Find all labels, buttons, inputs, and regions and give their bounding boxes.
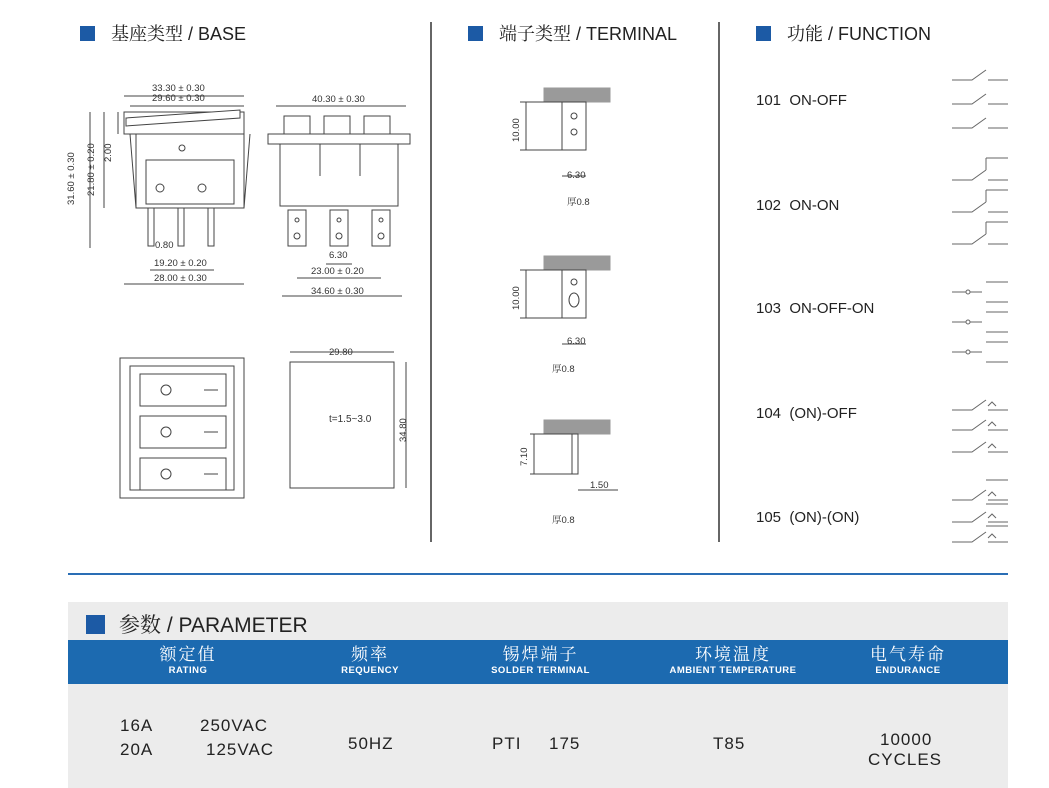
rating-amp-2: 20A <box>120 740 154 759</box>
header-frequency: 频率 REQUENCY <box>341 645 399 676</box>
header-temperature: 环境温度 AMBIENT TEMPERATURE <box>669 645 797 676</box>
function-schematics <box>952 66 1012 546</box>
section-rule <box>68 573 1008 575</box>
terminal-section-title <box>468 20 677 46</box>
terminal3-width: 1.50 <box>590 480 609 491</box>
base-title-text: 基座类型 / BASE <box>111 24 247 44</box>
function-104: 104 (ON)-OFF <box>756 405 857 422</box>
dim-cutout-height: 34.80 <box>398 418 409 442</box>
square-bullet-icon <box>86 615 105 634</box>
rating-volt-1: 250VAC <box>200 716 269 735</box>
dim-pin-pitch: 19.20 ± 0.20 <box>154 258 207 269</box>
divider-2 <box>718 22 720 542</box>
dim-height-flange: 2.00 <box>103 143 114 162</box>
table-body <box>68 684 1008 788</box>
dim-side-width: 40.30 ± 0.30 <box>312 94 365 105</box>
square-bullet-icon <box>468 26 483 41</box>
terminal1-thickness: 厚0.8 <box>567 197 590 208</box>
function-title-text: 功能 / FUNCTION <box>787 24 931 44</box>
terminal3-thickness: 厚0.8 <box>552 515 575 526</box>
endurance-cycles-count: 10000 <box>880 730 933 749</box>
terminal-drawings <box>500 80 640 540</box>
terminal2-width: 6.30 <box>567 336 586 347</box>
function-101: 101 ON-OFF <box>756 92 847 109</box>
function-105: 105 (ON)-(ON) <box>756 509 860 526</box>
base-drawings <box>0 0 430 560</box>
rating-volt-2: 125VAC <box>206 740 275 759</box>
table-header <box>68 640 1008 684</box>
function-section-title <box>756 20 931 46</box>
dim-side-body: 34.60 ± 0.30 <box>311 286 364 297</box>
function-103: 103 ON-OFF-ON <box>756 300 875 317</box>
dim-height-total: 31.60 ± 0.30 <box>66 152 77 205</box>
dim-terminal-width: 6.30 <box>329 250 348 261</box>
square-bullet-icon <box>756 26 771 41</box>
frequency-value: 50HZ <box>348 734 394 753</box>
dim-pin-thickness: 0.80 <box>155 240 174 251</box>
header-endurance: 电气寿命 ENDURANCE <box>870 645 946 676</box>
dim-panel-thickness: t=1.5~3.0 <box>329 414 372 425</box>
dim-width-inner: 29.60 ± 0.30 <box>152 93 205 104</box>
header-rating: 额定值 RATING <box>159 645 217 676</box>
function-102: 102 ON-ON <box>756 197 840 214</box>
dim-body-width: 28.00 ± 0.30 <box>154 273 207 284</box>
parameter-section-title <box>86 609 308 639</box>
temperature-value: T85 <box>713 734 746 753</box>
parameter-title-text: 参数 / PARAMETER <box>119 614 308 637</box>
terminal2-height: 10.00 <box>511 286 522 310</box>
solder-label: PTI <box>492 734 522 753</box>
rating-amp-1: 16A <box>120 716 154 735</box>
endurance-cycles-unit: CYCLES <box>868 750 943 769</box>
terminal3-height: 7.10 <box>519 447 530 466</box>
dim-height-body: 21.80 ± 0.20 <box>86 143 97 196</box>
terminal1-height: 10.00 <box>511 118 522 142</box>
dim-terminal-pitch: 23.00 ± 0.20 <box>311 266 364 277</box>
divider-1 <box>430 22 432 542</box>
terminal-title-text: 端子类型 / TERMINAL <box>499 24 678 44</box>
terminal1-width: 6.30 <box>567 170 586 181</box>
header-solder: 锡焊端子 SOLDER TERMINAL <box>491 645 590 676</box>
dim-cutout-width: 29.80 <box>329 347 353 358</box>
dim-width-outer: 33.30 ± 0.30 <box>152 83 205 94</box>
solder-value: 175 <box>549 734 581 753</box>
terminal2-thickness: 厚0.8 <box>552 364 575 375</box>
